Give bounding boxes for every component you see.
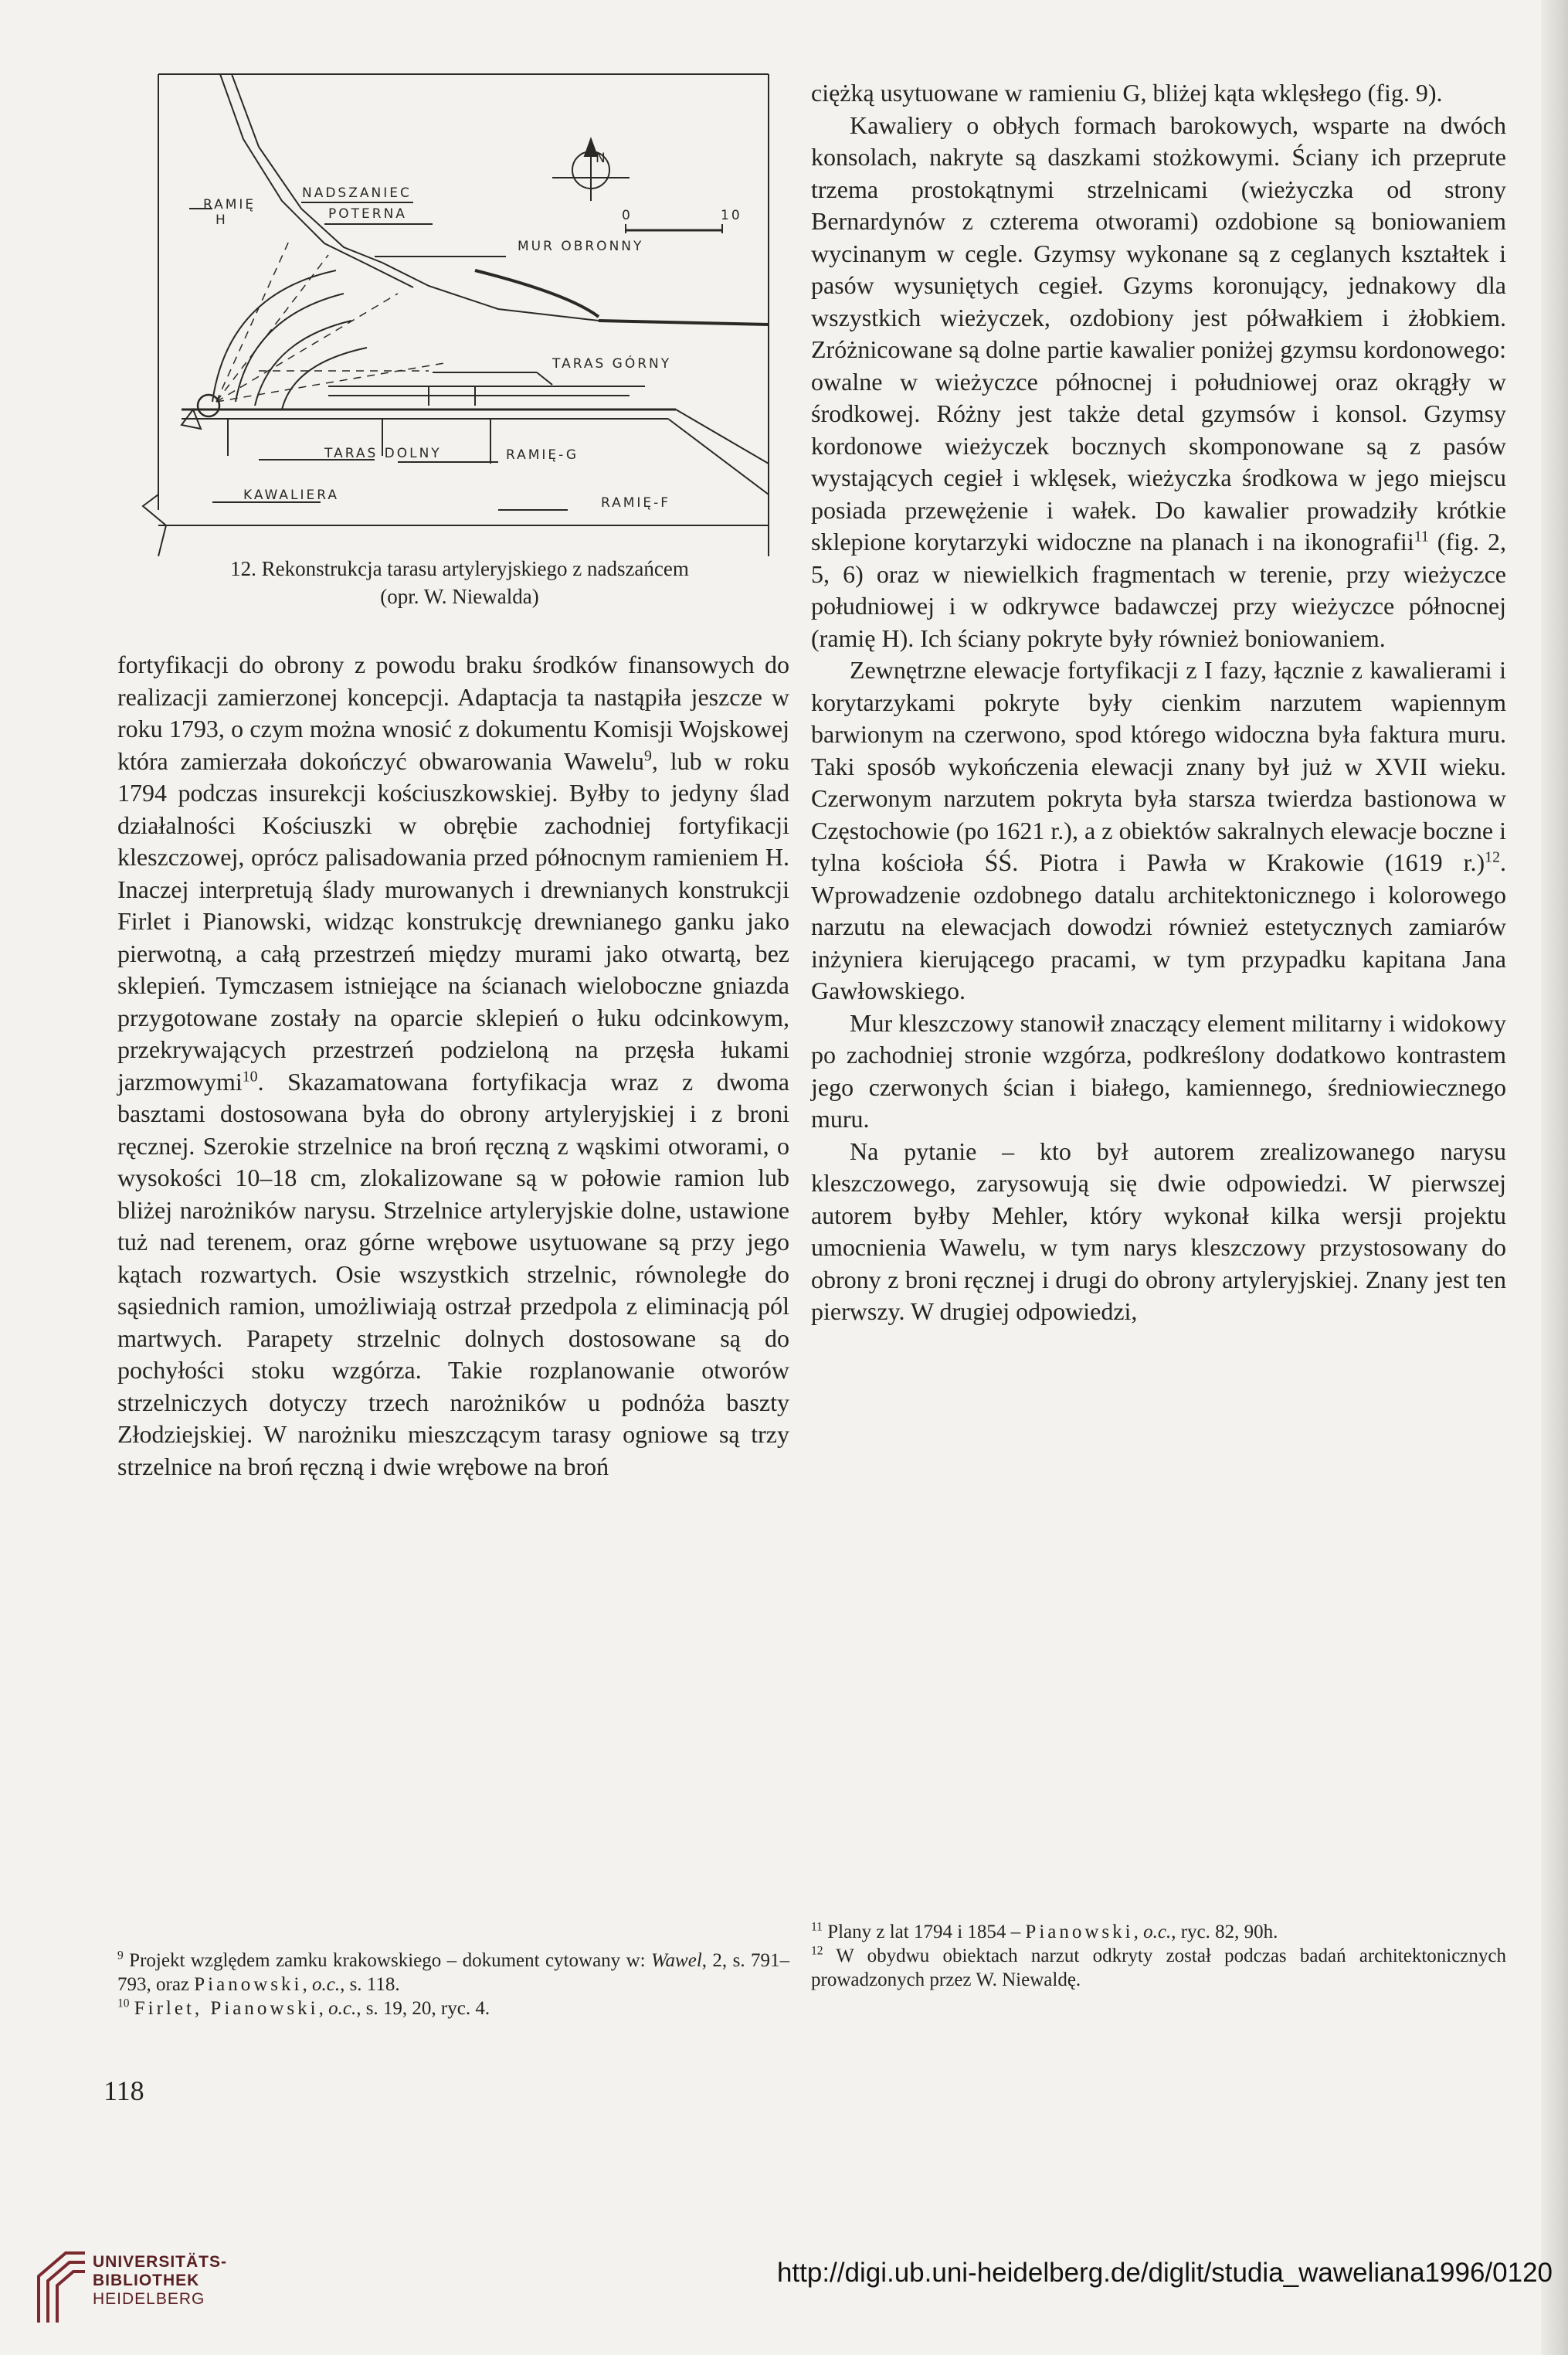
label-ramie-g: RAMIĘ-G (506, 447, 579, 463)
label-scale-0: 0 (622, 208, 633, 223)
label-north: N (596, 151, 608, 166)
label-ramie-h: RAMIĘ (203, 197, 256, 212)
fortification-plan-figure (135, 62, 784, 556)
paragraph: Kawaliery o obłych formach barokowych, wsparte na dwóch konsolach, nakryte są daszkami stożkowymi. Ściany ich przeprute trzema prostokątnymi strzelnicami (wieżyczka od strony Bernardynów z czterema otworami) ozdobione są boniowaniem wycinanym w cegle. Gzymsy wykonane są z ceglanych kształtek i pasów wysuniętych cegieł. Gzyms koronujący, jednakowy dla wszystkich wieżyczek, ozdobiony jest półwałkiem i żłobkiem. Zróżnicowane są dolne partie kawalier poniżej gzymsu kordonowego: owalne w wieżyczce północnej i południowej oraz okrągły w środkowej. Różny jest także detal gzymsów i konsol. Gzymsy kordonowe wieżyczek bocznych skomponowane są z pasów wystających cegieł i wklęsek, wieżyczka środkowa w jego miejscu posiada przewężenie i wałek. Do kawalier prowadziły krótkie sklepione korytarzyki widoczne na planach i na ikonografii$^{11}$ (fig. 2, 5, 6) oraz w niewielkich fragmentach w terenie, przy wieżyczce południowej i w odkrywce badawczej przy wieżyczce północnej (ramię H). Ich ściany pokryte były również boniowaniem. (811, 110, 1507, 652)
label-taras-gorny: TARAS GÓRNY (552, 356, 672, 372)
footnote-ref: 9 (644, 746, 652, 764)
label-ramie-h-letter: H (216, 212, 228, 228)
caption-title: 12. Rekonstrukcja tarasu artyleryjskiego z nadszańcem (230, 557, 689, 580)
footnote-ref: 11 (1414, 528, 1429, 545)
left-column (117, 649, 789, 1483)
figure-caption (135, 555, 784, 610)
paragraph: Na pytanie – kto był autorem zrealizowanego narysu kleszczowego, zarysowują się dwie odpowiedzi. W pierwszej autorem byłby Mehler, który wykonał kilka wersji projektu umocnienia Wawelu, w tym narys kleszczowy przystosowany do obrony z broni ręcznej i drugi do obrony artyleryjskiej. Znany jest ten pierwszy. W drugiej odpowiedzi, (811, 1137, 1506, 1325)
paragraph: ciężką usytuowane w ramieniu G, bliżej kąta wklęsłego (fig. 9). (811, 79, 1443, 107)
label-nadszaniec: NADSZANIEC (302, 185, 412, 201)
label-taras-dolny: TARAS DOLNY (324, 446, 442, 461)
digital-library-url-link[interactable]: http://digi.ub.uni-heidelberg.de/diglit/studia_waweliana1996/0120 (776, 2258, 1553, 2288)
footnote-10: $^{10}$ Firlet, Pianowski, o.c., s. 19, 20, ryc. 4. (117, 1996, 490, 2019)
footnote-ref: 10 (242, 1067, 258, 1085)
caption-author: (opr. W. Niewalda) (380, 585, 539, 608)
paragraph: fortyfikacji do obrony z powodu braku środków finansowych do realizacji zamierzonej koncepcji. Adaptacja ta nastąpiła jeszcze w roku 1793, o czym można wnosić z dokumentu Komisji Wojskowej która zamierzała dokończyć obwarowania Wawelu$^9$, lub w roku 1794 podczas insurekcji kościuszkowskiej. Byłby to jedyny ślad działalności Kościuszki w obrębie zachodniej fortyfikacji kleszczowej, oprócz palisadowania przed północnym ramieniem H. Inaczej interpretują ślady murowanych i drewnianych konstrukcji Firlet i Pianowski, widząc konstrukcję drewnianego ganku jako pierwotną, a całą przestrzeń między murami jako otwartą, bez sklepień. Tymczasem istniejące na ścianach wieloboczne gniazda przygotowane zostały na oparcie sklepień o łuku odcinkowym, przekrywających przestrzeń podzieloną na przęsła łukami jarzmowymi$^{10}$. Skazamatowana fortyfikacja wraz z dwoma basztami dostosowana była do obrony artyleryjskiej i z broni ręcznej. Szerokie strzelnice na broń ręczną z wąskimi otworami, o wysokości 10–18 cm, zlokalizowane są w połowie ramion lub bliżej narożników narysu. Strzelnice artyleryjskie dolne, ustawione tuż nad terenem, oraz górne wrębowe usytuowane są przy jego kątach rozwartych. Osie wszystkich strzelnic, równoległe do sąsiednich ramion, umożliwiają ostrzał przedpola z eliminacją pól martwych. Parapety strzelnic dolnych dostosowane są do pochyłości stoku wzgórza. Takie rozplanowanie otworów strzelniczych dotyczy trzech narożników u podnóża baszty Złodziejskiej. W narożniku mieszczącym tarasy ogniowe są trzy strzelnice na broń ręczną i dwie wrębowe na broń (117, 651, 790, 1480)
paragraph: Mur kleszczowy stanowił znaczący element militarny i widokowy po zachodniej stronie wzgórza, podkreślony dodatkowo kontrastem jego czerwonych ścian i białego, kamiennego, średniowiecznego muru. (811, 1008, 1506, 1133)
footnotes-right (811, 1920, 1506, 1992)
label-poterna: POTERNA (328, 206, 407, 222)
label-mur-obronny: MUR OBRONNY (518, 239, 644, 254)
library-name: UNIVERSITÄTS- BIBLIOTHEK HEIDELBERG (93, 2253, 228, 2308)
library-logo-icon (31, 2245, 93, 2326)
page-gutter-shadow (1541, 0, 1568, 2355)
page-number: 118 (104, 2075, 144, 2106)
footnote-11: $^{11}$ Plany z lat 1794 i 1854 – Pianowski, o.c., ryc. 82, 90h. (811, 1920, 1278, 1942)
label-ramie-f: RAMIĘ-F (601, 495, 671, 511)
label-kawaliera: KAWALIERA (243, 488, 340, 503)
paragraph: Zewnętrzne elewacje fortyfikacji z I fazy, łącznie z kawalierami i korytarzykami pokryte były cienkim narzutem wapiennym barwionym na czerwono, spod którego widoczna była faktura muru. Taki sposób wykończenia elewacji znany był już w XVII wieku. Czerwonym narzutem pokryta była starsza twierdza bastionowa w Częstochowie (po 1621 r.), a z obiektów sakralnych elewacje boczne i tylna kościoła ŚŚ. Piotra i Pawła w Krakowie (1619 r.)$^{12}$. Wprowadzenie ozdobnego datalu architektonicznego i kolorowego narzutu na elewacjach dowodzi również estetycznych zamiarów inżyniera kierującego pracami, w tym przypadku kapitana Jana Gawłowskiego. (811, 656, 1506, 1004)
footnote-ref: 12 (1485, 848, 1500, 866)
footnotes-left (117, 1949, 789, 2020)
label-scale-10: 10 (721, 208, 742, 223)
right-column (811, 77, 1506, 1328)
footnote-12: $^{12}$ W obydwu obiektach narzut odkryty został podczas badań architektonicznych prowadzonych przez W. Niewaldę. (811, 1944, 1506, 1990)
footnote-9: $^9$ Projekt względem zamku krakowskiego – dokument cytowany w: Wawel, 2, s. 791–793, oraz Pianowski, o.c., s. 118. (117, 1949, 789, 1995)
